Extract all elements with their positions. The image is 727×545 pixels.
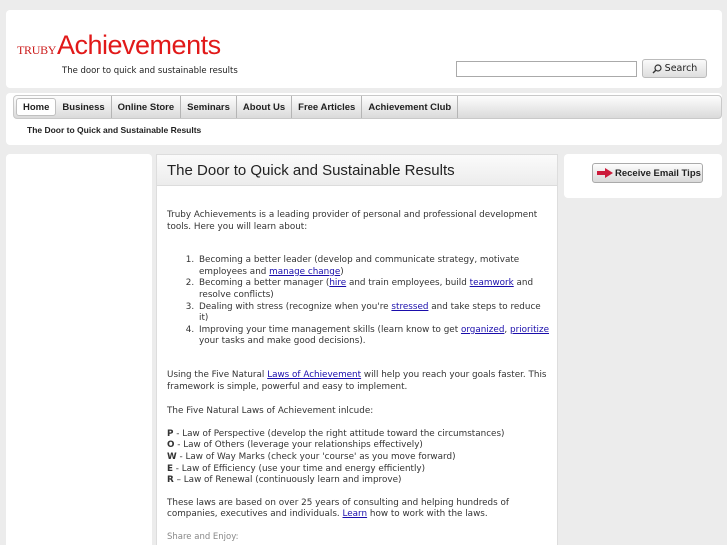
right-sidebar bbox=[564, 154, 722, 198]
stressed-link[interactable]: stressed bbox=[391, 301, 429, 312]
nav-item-home[interactable]: Home bbox=[16, 98, 56, 116]
organized-link[interactable]: organized bbox=[460, 324, 505, 335]
laws-of-achievement-link[interactable]: Laws of Achievement bbox=[267, 369, 362, 380]
nav-item-free-articles[interactable]: Free Articles bbox=[292, 96, 362, 118]
laws-intro: The Five Natural Laws of Achievement inlcude: bbox=[167, 406, 374, 417]
learn-link[interactable]: Learn bbox=[342, 509, 368, 520]
law-item: R – Law of Renewal (continuously learn and improve) bbox=[167, 475, 402, 486]
list-item: 1. Becoming a better leader (develop and communicate strategy, motivate employees and manage change) bbox=[197, 255, 552, 278]
left-sidebar bbox=[6, 154, 152, 545]
search-input[interactable] bbox=[456, 61, 637, 77]
nav-item-seminars[interactable]: Seminars bbox=[181, 96, 237, 118]
topics-list bbox=[197, 255, 552, 348]
page-title: The Door to Quick and Sustainable Results bbox=[157, 155, 557, 186]
closing-paragraph: These laws are based on over 25 years of consulting and helping hundreds of companies, executives and individuals. Learn how to work with the laws. bbox=[167, 497, 509, 520]
email-button-label: Receive Email Tips bbox=[615, 167, 701, 179]
logo-main: Achievements bbox=[57, 30, 221, 60]
breadcrumb: The Door to Quick and Sustainable Results bbox=[27, 125, 202, 135]
law-item: O - Law of Others (leverage your relationships effectively) bbox=[167, 440, 423, 451]
search-button[interactable] bbox=[642, 59, 707, 78]
intro-paragraph: Truby Achievements is a leading provider of personal and professional development tools. Here you will learn about: bbox=[167, 210, 538, 232]
list-item: 3. Dealing with stress (recognize when you're stressed and take steps to reduce it) bbox=[197, 302, 552, 325]
main-content bbox=[156, 154, 558, 545]
receive-email-tips-button[interactable] bbox=[592, 163, 703, 183]
nav-item-online-store[interactable]: Online Store bbox=[112, 96, 181, 118]
arrow-right-icon bbox=[597, 168, 613, 178]
laws-list bbox=[167, 429, 552, 487]
logo-prefix: TRUBY bbox=[17, 43, 57, 57]
nav-item-about-us[interactable]: About Us bbox=[237, 96, 292, 118]
nav-area bbox=[6, 93, 722, 145]
teamwork-link[interactable]: teamwork bbox=[469, 278, 514, 289]
search-button-label: Search bbox=[664, 63, 698, 74]
nav-item-business[interactable]: Business bbox=[56, 96, 111, 118]
site-header bbox=[6, 10, 722, 88]
manage-change-link[interactable]: manage change bbox=[269, 266, 341, 277]
prioritize-link[interactable]: prioritize bbox=[510, 324, 550, 335]
law-item: P - Law of Perspective (develop the right attitude toward the circumstances) bbox=[167, 428, 505, 439]
list-item: 4. Improving your time management skills (learn know to get organized, prioritize your tasks and make good decisions). bbox=[197, 325, 552, 348]
list-item: 2. Becoming a better manager (hire and train employees, build teamwork and resolve conflicts) bbox=[197, 278, 552, 301]
tagline: The door to quick and sustainable results bbox=[62, 66, 238, 76]
main-nav bbox=[13, 95, 722, 119]
nav-item-achievement-club[interactable]: Achievement Club bbox=[362, 96, 458, 118]
article-body bbox=[167, 210, 552, 543]
law-item: W - Law of Way Marks (check your 'course' as you move forward) bbox=[167, 451, 456, 462]
search-icon bbox=[652, 64, 662, 74]
hire-link[interactable]: hire bbox=[329, 278, 347, 289]
law-item: E - Law of Efficiency (use your time and energy efficiently) bbox=[167, 463, 426, 474]
laws-paragraph: Using the Five Natural Laws of Achievement will help you reach your goals faster. This framework is simple, powerful and easy to implement. bbox=[167, 369, 547, 392]
share-label: Share and Enjoy: bbox=[167, 531, 239, 542]
